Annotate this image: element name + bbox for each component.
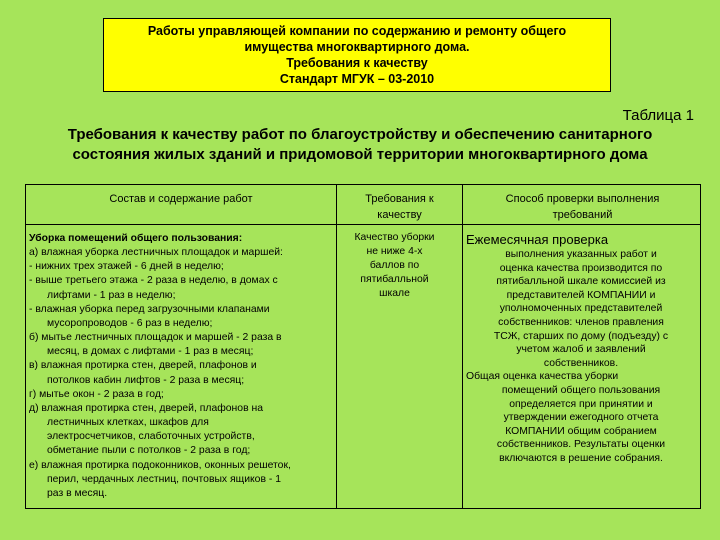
column-header-quality [337,191,462,223]
work-line: - влажная уборка перед загрузочными клапанами [29,303,270,315]
quality-line: баллов по [369,260,420,271]
quality-line: пятибалльной [360,274,429,285]
check-line: ТСЖ, старших по дому (подъезду) с [493,330,669,342]
column-header-quality-line-1: Требования к [365,193,434,205]
column-header-check [463,191,702,223]
work-line: г) мытье окон - 2 раза в год; [29,388,164,400]
work-line: б) мытье лестничных площадок и маршей - 2 раза в [29,332,282,344]
check-line: выполнения указанных работ и [505,249,657,260]
check-line: определяется при принятии и [509,398,653,410]
work-line: обметание пыли с потолков - 2 раза в год; [47,445,251,457]
quality-line: Качество уборки [354,232,435,243]
header-line-4: Стандарт МГУК – 03-2010 [279,72,435,86]
work-line: - нижних трех этажей - 6 дней в неделю; [29,261,224,273]
work-line: а) влажная уборка лестничных площадок и маршей: [29,247,283,259]
column-divider-2 [462,185,463,508]
work-line: лестничных клетках, шкафов для [47,417,209,429]
work-line: электросчетчиков, слаботочных устройств, [47,431,255,443]
work-line: - выше третьего этажа - 2 раза в неделю, в домах с [29,275,278,287]
work-line: в) влажная протирка стен, дверей, плафонов и [29,360,257,372]
check-method-cell [466,231,696,466]
work-line: Уборка помещений общего пользования: [29,233,243,244]
work-line: перил, чердачных лестниц, почтовых ящиков - 1 [47,473,281,485]
title-line-2: состояния жилых зданий и придомовой территории многоквартирного дома [72,146,648,163]
check-line: оценка качества производится по [499,262,663,274]
check-line: собственников. Результаты оценки [496,439,666,451]
column-header-check-line-1: Способ проверки выполнения [505,193,660,205]
table-title [20,125,700,165]
check-line: собственников. [543,357,619,369]
quality-line: шкале [379,288,410,299]
check-line: помещений общего пользования [501,384,661,396]
column-header-check-line-2: требований [552,209,613,221]
column-header-quality-line-2: качеству [377,209,422,221]
header-row-divider [26,224,700,225]
header-line-2: имущества многоквартирного дома. [244,40,470,54]
quality-line: не ниже 4-х [366,246,423,257]
standard-header-box [103,18,611,92]
check-line: Общая оценка качества уборки [466,371,619,383]
work-line: мусоропроводов - 6 раз в неделю; [47,317,213,329]
check-line: учетом жалоб и заявлений [516,344,646,356]
requirements-table [25,184,701,509]
title-line-1: Требования к качеству работ по благоустройству и обеспечению санитарного [67,126,653,143]
work-line: д) влажная протирка стен, дверей, плафонов на [29,402,263,414]
quality-requirement-cell [337,231,452,301]
check-line: пятибалльной шкале комиссией из [496,276,666,288]
table-number: Таблица 1 [622,107,694,124]
check-line: включаются в решение собрания. [499,452,663,464]
check-line: КОМПАНИИ общим собранием [505,425,657,437]
check-line: уполномоченных представителей [499,303,663,315]
check-line: представителей КОМПАНИИ и [506,289,656,301]
check-line: Ежемесячная проверка [466,232,609,247]
work-content-cell [29,232,339,501]
check-line: утверждении ежегодного отчета [503,412,659,424]
work-line: е) влажная протирка подоконников, оконных решеток, [29,459,291,471]
work-line: раз в месяц. [47,487,108,499]
column-header-work: Состав и содержание работ [109,193,253,205]
header-line-1: Работы управляющей компании по содержанию и ремонту общего [147,24,567,38]
check-line: собственников: членов правления [498,316,664,328]
work-line: лифтами - 1 раз в неделю; [47,289,176,301]
work-line: месяц, в домах с лифтами - 1 раз в месяц; [47,346,254,358]
work-line: потолков кабин лифтов - 2 раза в месяц; [47,374,245,386]
header-line-3: Требования к качеству [286,56,428,70]
